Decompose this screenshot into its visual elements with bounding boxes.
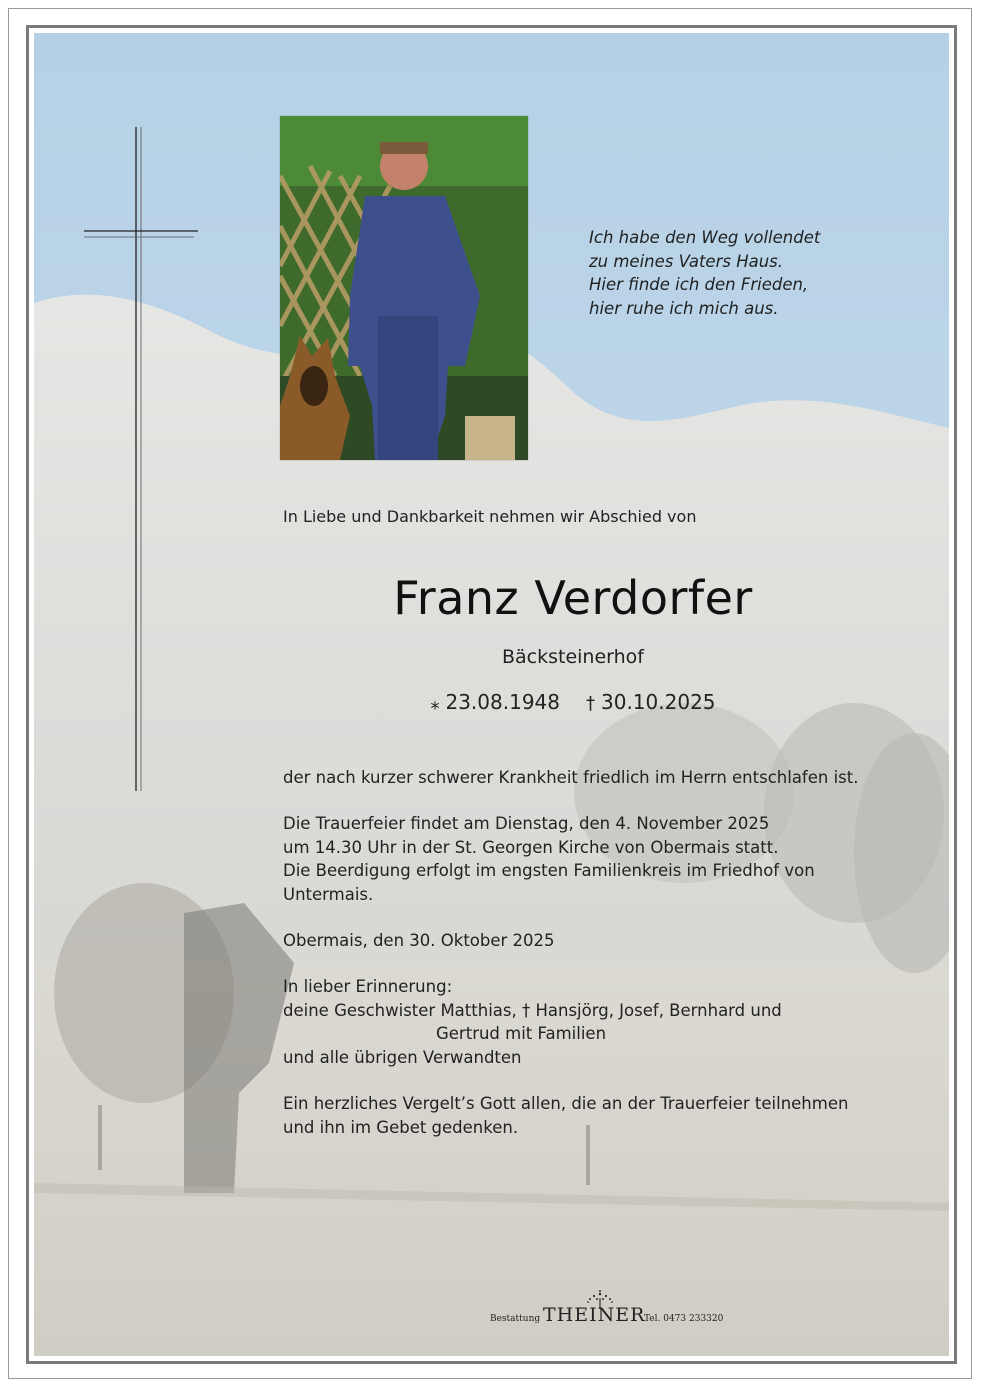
deceased-name: Franz Verdorfer [393,571,753,625]
body-line: Die Beerdigung erfolgt im engsten Familienkreis im Friedhof von [283,861,815,881]
place-date: Obermais, den 30. Oktober 2025 [283,930,555,950]
death-symbol-icon: † [586,693,595,714]
death-date: 30.10.2025 [601,690,716,714]
verse-line: hier ruhe ich mich aus. [589,298,779,318]
intro-text: In Liebe und Dankbarkeit nehmen wir Abschied von [283,507,697,526]
funeral-home-brand: THEINER [543,1304,646,1326]
birth-date: 23.08.1948 [445,690,560,714]
body-line: Gertrud mit Familien [436,1024,607,1044]
portrait-photo [280,116,528,460]
body-line: der nach kurzer schwerer Krankheit friedlich im Herrn entschlafen ist. [283,768,859,787]
body-line: Die Trauerfeier findet am Dienstag, den 4. November 2025 [283,813,770,833]
verse-line: Hier finde ich den Frieden, [589,275,809,294]
verse-line: zu meines Vaters Haus. [589,251,784,271]
birth-symbol-icon: ⁎ [430,693,440,714]
body-line: Untermais. [283,885,374,905]
footer-label: Bestattung [490,1314,541,1324]
footer-phone: Tel. 0473 233320 [644,1314,724,1324]
body-line: In lieber Erinnerung: [283,976,453,996]
body-line: und alle übrigen Verwandten [283,1048,522,1068]
body-line: und ihn im Gebet gedenken. [283,1117,519,1137]
farm-name: Bäcksteinerhof [501,646,644,668]
body-line: Ein herzliches Vergelt’s Gott allen, die an der Trauerfeier teilnehmen [283,1093,849,1113]
verse-line: Ich habe den Weg vollendet [589,228,821,247]
body-line: um 14.30 Uhr in der St. Georgen Kirche von Obermais statt. [283,837,779,857]
notice-body [283,766,923,1162]
life-dates [0,690,982,714]
verse [589,226,919,320]
body-line: deine Geschwister Matthias, † Hansjörg, Josef, Bernhard und [283,1000,782,1020]
